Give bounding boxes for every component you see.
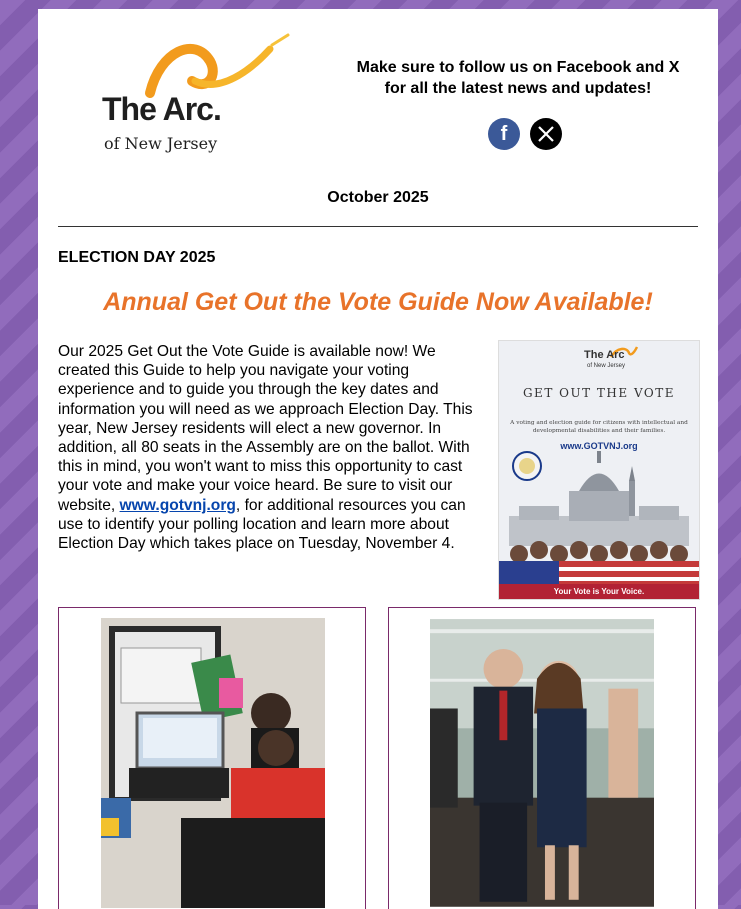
arc-logo[interactable] [100, 31, 300, 166]
guide-description: A voting and election guide for citizens with intellectual and developmental disabilities and their families. [510, 420, 688, 434]
section-label: ELECTION DAY 2025 [58, 249, 216, 266]
logo-title: The Arc. [102, 91, 221, 127]
guide-url: www.GOTVNJ.org [560, 441, 638, 451]
article-body [58, 342, 483, 553]
gotvnj-link[interactable]: www.gotvnj.org [119, 496, 236, 514]
photo-frame-voting [58, 607, 366, 909]
x-icon[interactable] [530, 118, 562, 150]
social-icons [488, 118, 568, 152]
voting-machine-photo[interactable] [101, 618, 325, 908]
facebook-icon[interactable]: f [488, 118, 520, 150]
divider [58, 226, 698, 227]
body-text-before-link: Our 2025 Get Out the Vote Guide is available now! We created this Guide to help you navigate your voting experience and to guide you through the key dates and information you will need as we approach Election Day. This year, New Jersey residents will elect a new governor. In addition, all 80 seats in the Assembly are on the ballot. With this in mind, you won't want to miss this opportunity to cast your vote and make your voice heard. Be sure to visit our website, [58, 343, 473, 514]
guide-title: GET OUT THE VOTE [522, 386, 676, 400]
guide-logo: The Arc [584, 349, 625, 361]
event-photo[interactable] [430, 618, 654, 908]
body-text-after-link: , for additional resources you can use to identify your polling location and learn more about Election Day which takes place on Tuesday, November 4. [58, 496, 466, 553]
issue-date: October 2025 [327, 189, 429, 206]
capitol-illustration [499, 446, 699, 586]
guide-cover-image[interactable] [498, 340, 700, 600]
social-follow-message: Make sure to follow us on Facebook and X for all the latest news and updates! [356, 59, 680, 97]
logo-subtitle: of New Jersey [104, 134, 218, 153]
newsletter-card [38, 9, 718, 909]
photo-frame-event [388, 607, 696, 909]
guide-footer: Your Vote is Your Voice. [499, 584, 699, 599]
headline: Annual Get Out the Vote Guide Now Available! [103, 288, 653, 316]
guide-logo-sub: of New Jersey [587, 363, 626, 369]
